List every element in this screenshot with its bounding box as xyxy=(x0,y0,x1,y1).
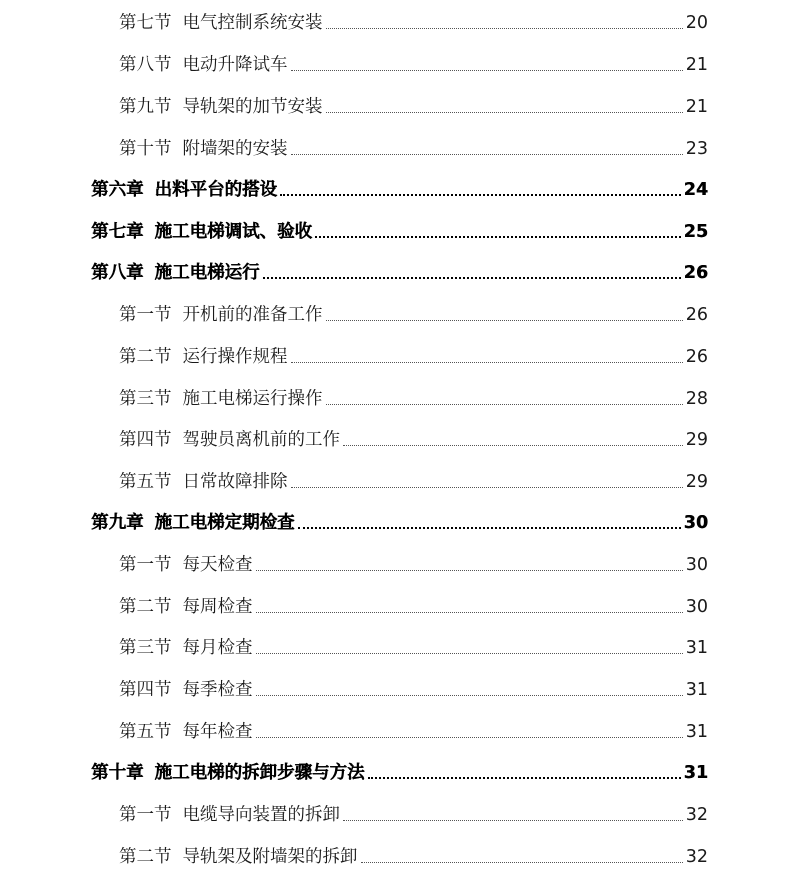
toc-entry-title: 运行操作规程 xyxy=(182,347,288,367)
toc-entry-page: 24 xyxy=(683,180,708,200)
toc-entry-number: 第三节 xyxy=(119,638,172,658)
toc-entry-page: 31 xyxy=(685,722,708,742)
toc-entry-number: 第六章 xyxy=(91,180,144,200)
toc-entry-title: 每周检查 xyxy=(182,597,253,617)
toc-chapter-entry[interactable] xyxy=(0,754,708,784)
toc-entry-title: 施工电梯的拆卸步骤与方法 xyxy=(154,763,365,783)
toc-entry-page: 31 xyxy=(685,680,708,700)
toc-entry-number: 第二节 xyxy=(119,347,172,367)
dot-leader xyxy=(326,320,683,321)
toc-entry-number: 第八节 xyxy=(119,55,172,75)
dot-leader xyxy=(361,862,683,863)
toc-entry-title: 出料平台的搭设 xyxy=(154,180,277,200)
toc-entry-title: 施工电梯调试、验收 xyxy=(154,222,312,242)
toc-entry[interactable] xyxy=(0,671,708,701)
dot-leader xyxy=(291,154,683,155)
toc-entry[interactable] xyxy=(0,463,708,493)
toc-entry[interactable] xyxy=(0,629,708,659)
dot-leader xyxy=(315,236,681,238)
toc-entry-page: 30 xyxy=(683,513,708,533)
dot-leader xyxy=(326,28,683,29)
toc-entry-title: 导轨架的加节安装 xyxy=(182,97,323,117)
dot-leader xyxy=(343,820,683,821)
toc-entry-page: 26 xyxy=(683,263,708,283)
toc-entry-page: 31 xyxy=(683,763,708,783)
dot-leader xyxy=(368,777,681,779)
toc-entry[interactable] xyxy=(0,130,708,160)
dot-leader xyxy=(256,570,683,571)
toc-entry[interactable] xyxy=(0,796,708,826)
toc-entry-page: 31 xyxy=(685,638,708,658)
toc-entry-page: 26 xyxy=(685,305,708,325)
toc-entry-number: 第七章 xyxy=(91,222,144,242)
dot-leader xyxy=(291,70,683,71)
toc-entry-title: 施工电梯运行操作 xyxy=(182,389,323,409)
toc-entry-title: 施工电梯定期检查 xyxy=(154,513,295,533)
toc-entry-page: 30 xyxy=(685,555,708,575)
toc-entry-page: 25 xyxy=(683,222,708,242)
toc-chapter-entry[interactable] xyxy=(0,504,708,534)
toc-chapter-entry[interactable] xyxy=(0,254,708,284)
toc-entry-number: 第九节 xyxy=(119,97,172,117)
toc-entry-number: 第四节 xyxy=(119,680,172,700)
toc-entry-title: 电动升降试车 xyxy=(182,55,288,75)
toc-entry-title: 每年检查 xyxy=(182,722,253,742)
toc-entry-number: 第四节 xyxy=(119,430,172,450)
toc-entry[interactable] xyxy=(0,88,708,118)
toc-entry[interactable] xyxy=(0,4,708,34)
toc-entry-title: 导轨架及附墙架的拆卸 xyxy=(182,847,358,867)
toc-entry-number: 第八章 xyxy=(91,263,144,283)
toc-entry-number: 第一节 xyxy=(119,305,172,325)
toc-entry-page: 28 xyxy=(685,389,708,409)
dot-leader xyxy=(291,362,683,363)
toc-entry[interactable] xyxy=(0,713,708,743)
dot-leader xyxy=(326,112,683,113)
toc-chapter-entry[interactable] xyxy=(0,213,708,243)
dot-leader xyxy=(291,487,683,488)
dot-leader xyxy=(280,194,681,196)
toc-entry-title: 每天检查 xyxy=(182,555,253,575)
toc-entry[interactable] xyxy=(0,380,708,410)
toc-entry-title: 驾驶员离机前的工作 xyxy=(182,430,340,450)
toc-entry-title: 施工电梯运行 xyxy=(154,263,260,283)
toc-entry[interactable] xyxy=(0,296,708,326)
toc-entry-number: 第二节 xyxy=(119,847,172,867)
toc-entry-title: 每季检查 xyxy=(182,680,253,700)
toc-entry-number: 第十章 xyxy=(91,763,144,783)
dot-leader xyxy=(263,277,681,279)
toc-entry-page: 26 xyxy=(685,347,708,367)
toc-entry-page: 32 xyxy=(685,805,708,825)
toc-entry-title: 每月检查 xyxy=(182,638,253,658)
toc-entry-number: 第三节 xyxy=(119,389,172,409)
toc-entry-title: 开机前的准备工作 xyxy=(182,305,323,325)
dot-leader xyxy=(256,737,683,738)
toc-entry[interactable] xyxy=(0,588,708,618)
toc-entry[interactable] xyxy=(0,338,708,368)
toc-entry-page: 21 xyxy=(685,97,708,117)
toc-entry-title: 附墙架的安装 xyxy=(182,139,288,159)
toc-entry-number: 第一节 xyxy=(119,555,172,575)
toc-entry-page: 23 xyxy=(685,139,708,159)
toc-entry-title: 电气控制系统安装 xyxy=(182,13,323,33)
toc-entry-number: 第二节 xyxy=(119,597,172,617)
toc-entry-page: 32 xyxy=(685,847,708,867)
dot-leader xyxy=(326,404,683,405)
dot-leader xyxy=(298,527,681,529)
toc-entry[interactable] xyxy=(0,421,708,451)
toc-entry-number: 第九章 xyxy=(91,513,144,533)
toc-entry-number: 第七节 xyxy=(119,13,172,33)
toc-entry-title: 电缆导向装置的拆卸 xyxy=(182,805,340,825)
toc-chapter-entry[interactable] xyxy=(0,171,708,201)
toc-entry-page: 29 xyxy=(685,472,708,492)
toc-entry-number: 第五节 xyxy=(119,472,172,492)
dot-leader xyxy=(343,445,683,446)
toc-entry-page: 20 xyxy=(685,13,708,33)
toc-entry-number: 第一节 xyxy=(119,805,172,825)
toc-entry-page: 29 xyxy=(685,430,708,450)
toc-entry[interactable] xyxy=(0,838,708,868)
dot-leader xyxy=(256,612,683,613)
dot-leader xyxy=(256,695,683,696)
toc-entry-number: 第五节 xyxy=(119,722,172,742)
toc-entry[interactable] xyxy=(0,546,708,576)
toc-entry-title: 日常故障排除 xyxy=(182,472,288,492)
toc-entry-page: 21 xyxy=(685,55,708,75)
toc-entry-page: 30 xyxy=(685,597,708,617)
dot-leader xyxy=(256,653,683,654)
toc-entry-number: 第十节 xyxy=(119,139,172,159)
toc-entry[interactable] xyxy=(0,46,708,76)
